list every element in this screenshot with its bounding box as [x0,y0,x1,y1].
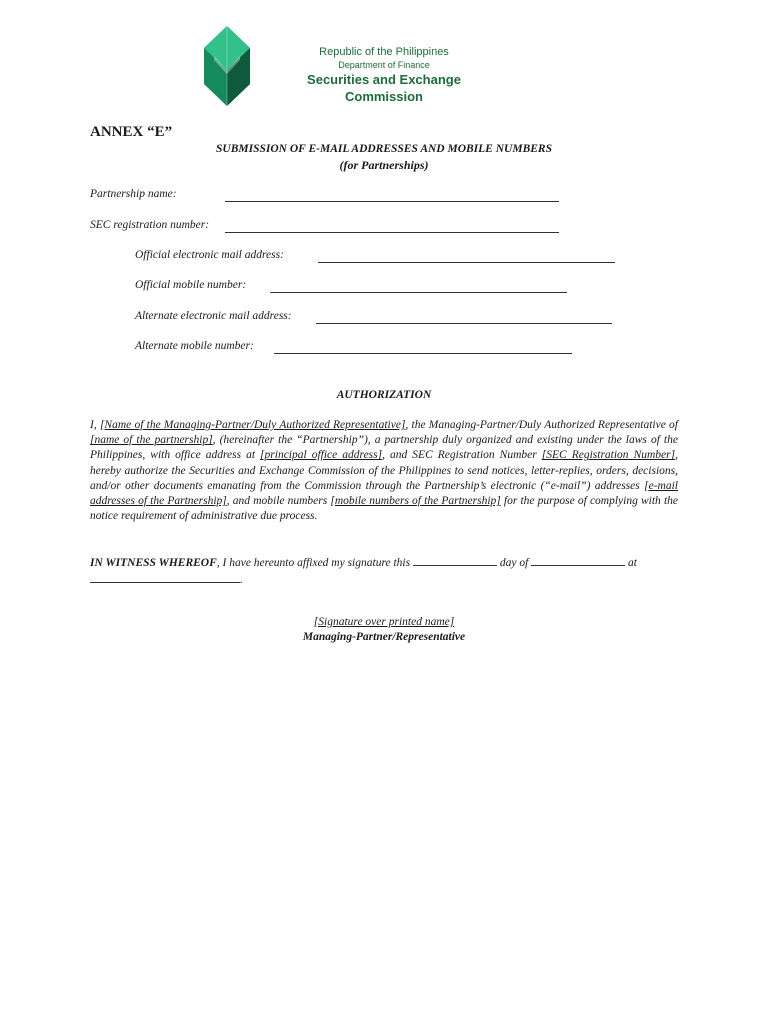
placeholder-representative-name: [Name of the Managing-Partner/Duly Authorized Representative] [99,419,406,431]
official-mobile-label: Official mobile number: [135,279,247,291]
auth-text-7: for the purpose of complying with the notice requirement of administrative due process. [90,495,678,523]
official-mobile-blank[interactable] [270,292,567,293]
auth-text-4: , and SEC Registration Number [382,449,542,462]
republic-label: Republic of the Philippines [319,46,449,58]
month-blank[interactable] [531,555,625,566]
annex-label: ANNEX “E” [90,124,173,140]
place-blank[interactable] [90,572,240,583]
authorization-heading: AUTHORIZATION [336,389,432,401]
auth-text-5: , hereby authorize the Securities and Exchange Commission of the Philippines to send notices, letter-replies, orders, decisions, and/or other documents emanating from the Commission through the Partnership’s electronic (“e-mail”) addresses [90,449,678,492]
alternate-mobile-label: Alternate mobile number: [135,340,254,352]
official-email-blank[interactable] [318,262,615,263]
auth-text-1: I, [90,419,100,431]
placeholder-partnership-name: [name of the partnership] [90,434,213,447]
auth-text-6: , and mobile numbers [226,495,331,508]
partnership-name-label: Partnership name: [90,188,177,200]
alternate-email-blank[interactable] [316,323,612,324]
auth-text-3: , (hereinafter the “Partnership”), a partnership duly organized and existing under the laws of the Philippines, with office address at [90,434,678,462]
alternate-email-label: Alternate electronic mail address: [135,310,292,322]
authorization-paragraph [90,418,678,524]
witness-text-1: , I have hereunto affixed my signature this [216,557,413,569]
auth-text-2: , the Managing-Partner/Duly Authorized Representative of [405,419,678,431]
witness-text-3: at [625,557,637,569]
witness-text-2: day of [496,557,532,569]
signature-line: [Signature over printed name] [313,616,455,628]
signature-role: Managing-Partner/Representative [302,631,466,643]
agency-header [268,46,500,105]
placeholder-office-address: [principal office address] [260,449,383,462]
form-subtitle: (for Partnerships) [339,158,429,172]
witness-clause [90,555,678,589]
placeholder-sec-registration: [SEC Registration Number] [541,449,676,462]
sec-registration-number-label: SEC registration number: [90,219,210,231]
department-label: Department of Finance [338,60,430,70]
alternate-mobile-blank[interactable] [274,353,572,354]
official-email-label: Official electronic mail address: [135,249,284,261]
commission-label: Securities and Exchange Commission [307,72,461,104]
witness-bold: IN WITNESS WHEREOF [90,557,217,569]
partnership-name-blank[interactable] [225,201,559,202]
form-title: SUBMISSION OF E-MAIL ADDRESSES AND MOBILE NUMBERS [216,143,552,155]
placeholder-email-addresses: [e-mail addresses of the Partnership] [90,479,678,508]
sec-logo-icon [200,26,254,106]
witness-text-4: . [240,574,243,586]
sec-registration-number-blank[interactable] [225,232,559,233]
day-blank[interactable] [413,555,497,566]
placeholder-mobile-numbers: [mobile numbers of the Partnership] [330,495,501,508]
